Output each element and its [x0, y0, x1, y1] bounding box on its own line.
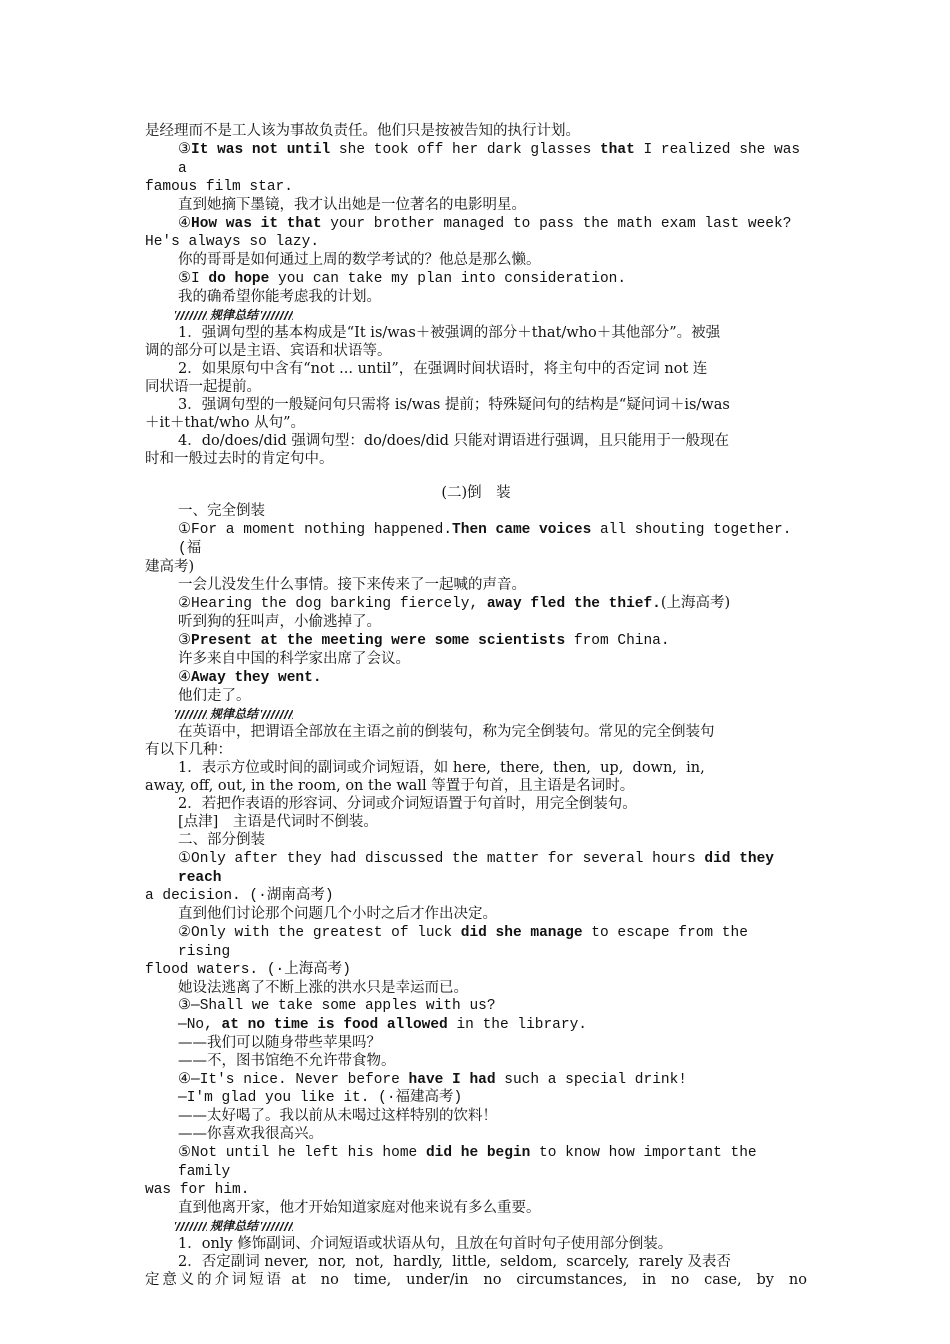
translation: 她设法逃离了不断上涨的洪水只是幸运而已。	[178, 980, 468, 996]
example-sentence: ②Hearing the dog barking fiercely, away fled the thief.(上海高考)	[178, 595, 731, 612]
example-sentence: ④—It's nice. Never before have I had such a special drink!	[178, 1072, 687, 1088]
rule-item: 1．表示方位或时间的副词或介词短语，如 here, there, then, up, down, in,	[178, 760, 705, 776]
translation: ——不，图书馆绝不允许带食物。	[178, 1053, 396, 1069]
translation: 听到狗的狂叫声，小偷逃掉了。	[178, 614, 381, 630]
hatch-decoration	[175, 710, 207, 719]
rule-summary-heading: 规律总结	[145, 705, 807, 723]
translation: 你的哥哥是如何通过上周的数学考试的？他总是那么懒。	[178, 252, 541, 268]
rule-item-cont: away, off, out, in the room, on the wall 等置于句首，且主语是名词时。	[145, 778, 635, 794]
rule-text: 在英语中，把谓语全部放在主语之前的倒装句，称为完全倒装句。常见的完全倒装句	[178, 724, 715, 740]
rule-item: 1．强调句型的基本构成是“It is/was＋被强调的部分＋that/who＋其他部分”。被强	[178, 325, 721, 341]
example-sentence-cont: famous film star.	[145, 179, 293, 195]
example-sentence-cont: a decision. (·湖南高考)	[145, 888, 334, 904]
translation: 直到她摘下墨镜，我才认出她是一位著名的电影明星。	[178, 197, 526, 213]
hatch-decoration	[261, 311, 293, 320]
rule-item: 2．如果原句中含有“not ... until”，在强调时间状语时，将主句中的否定词 not 连	[178, 361, 708, 377]
translation: 直到他离开家，他才开始知道家庭对他来说有多么重要。	[178, 1200, 541, 1216]
example-sentence: ②Only with the greatest of luck did she manage to escape from the rising	[178, 925, 757, 960]
translation: ——我们可以随身带些苹果吗？	[178, 1035, 381, 1051]
example-sentence: ①Only after they had discussed the matter for several hours did they reach	[178, 851, 783, 886]
rule-item-cont: ＋it＋that/who 从句”。	[145, 415, 305, 431]
rule-item-cont: 同状语一起提前。	[145, 379, 261, 395]
rule-item: 3．强调句型的一般疑问句只需将 is/was 提前；特殊疑问句的结构是“疑问词＋is/was	[178, 397, 730, 413]
translation: ——你喜欢我很高兴。	[178, 1126, 323, 1142]
subsection-title: 二、部分倒装	[178, 832, 265, 848]
example-sentence-cont: He's always so lazy.	[145, 234, 320, 250]
note: [点津] 主语是代词时不倒装。	[178, 814, 378, 830]
translation: 直到他们讨论那个问题几个小时之后才作出决定。	[178, 906, 497, 922]
hatch-decoration	[261, 710, 293, 719]
hatch-decoration	[175, 1222, 207, 1231]
document-page	[145, 122, 807, 1289]
rule-summary-heading: 规律总结	[145, 306, 807, 324]
hatch-decoration	[261, 1222, 293, 1231]
section-title: (二)倒 装	[441, 485, 511, 501]
text-line: 是经理而不是工人该为事故负责任。他们只是按被告知的执行计划。	[145, 123, 580, 139]
example-sentence: ④Away they went.	[178, 669, 322, 686]
rule-text-cont: 有以下几种：	[145, 742, 232, 758]
example-sentence: ③—Shall we take some apples with us?	[178, 998, 496, 1014]
translation: ——太好喝了。我以前从未喝过这样特别的饮料！	[178, 1108, 497, 1124]
example-sentence: ③Present at the meeting were some scientists from China.	[178, 632, 670, 649]
example-sentence: —No, at no time is food allowed in the library.	[178, 1017, 587, 1033]
rule-item: 4．do/does/did 强调句型：do/does/did 只能对谓语进行强调，且只能用于一般现在	[178, 433, 729, 449]
rule-item-cont: 调的部分可以是主语、宾语和状语等。	[145, 343, 392, 359]
translation: 一会儿没发生什么事情。接下来传来了一起喊的声音。	[178, 577, 526, 593]
translation: 许多来自中国的科学家出席了会议。	[178, 651, 410, 667]
rule-item: 2．否定副词 never, nor, not, hardly, little, seldom, scarcely, rarely 及表否	[178, 1254, 731, 1270]
example-sentence: ④How was it that your brother managed to pass the math exam last week?	[178, 215, 792, 232]
subsection-title: 一、完全倒装	[178, 503, 265, 519]
example-sentence-cont: 建高考)	[145, 559, 195, 575]
rule-summary-heading: 规律总结	[145, 1217, 807, 1235]
example-sentence: —I'm glad you like it. (·福建高考)	[178, 1090, 463, 1106]
rule-item-cont: 时和一般过去时的肯定句中。	[145, 451, 334, 467]
example-sentence-cont: was for him.	[145, 1182, 250, 1198]
hatch-decoration	[175, 311, 207, 320]
rule-item: 1．only 修饰副词、介词短语或状语从句，且放在句首时句子使用部分倒装。	[178, 1236, 673, 1252]
example-sentence: ⑤Not until he left his home did he begin to know how important the family	[178, 1145, 766, 1180]
example-sentence-cont: flood waters. (·上海高考)	[145, 962, 351, 978]
translation: 他们走了。	[178, 688, 251, 704]
example-sentence: ①For a moment nothing happened.Then came voices all shouting together. (福	[178, 522, 801, 557]
example-sentence: ③It was not until she took off her dark glasses that I realized she was a	[178, 141, 809, 177]
example-sentence: ⑤I do hope you can take my plan into consideration.	[178, 271, 627, 287]
rule-item-cont: 定意义的介词短语 at no time, under/in no circumstances, in no case, by no	[145, 1272, 807, 1288]
rule-item: 2．若把作表语的形容词、分词或介词短语置于句首时，用完全倒装句。	[178, 796, 637, 812]
translation: 我的确希望你能考虑我的计划。	[178, 289, 381, 305]
